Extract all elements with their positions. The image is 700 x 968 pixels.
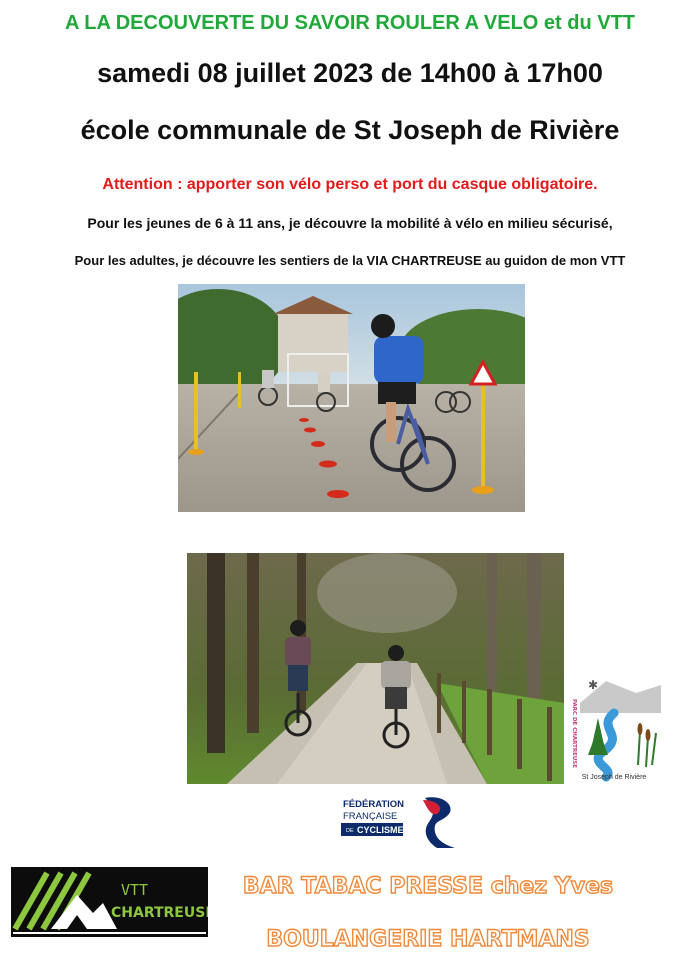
- park-chartreuse-logo: [566, 673, 663, 783]
- greenway-cycling-photo: [187, 553, 564, 784]
- schoolyard-cycling-photo: [178, 284, 525, 512]
- event-location: école communale de St Joseph de Rivière: [80, 115, 620, 145]
- ffc-logo: [337, 792, 465, 848]
- youth-description: Pour les jeunes de 6 à 11 ans, je découvre la mobilité à vélo en milieu sécurisé,: [87, 215, 613, 231]
- sponsor-bar-tabac: BAR TABAC PRESSE chez Yves: [242, 874, 614, 899]
- sponsor-boulangerie: BOULANGERIE HARTMANS: [266, 927, 590, 952]
- svg-text:✱: ✱: [588, 678, 599, 692]
- park-town-text: St Joseph de Rivière: [581, 774, 647, 781]
- vtt-chartreuse-logo: [11, 867, 208, 937]
- ffc-cyclisme-text: CYCLISME: [357, 825, 404, 835]
- ffc-federation-text: FÉDÉRATION: [343, 799, 405, 810]
- event-date: samedi 08 juillet 2023 de 14h00 à 17h00: [97, 58, 603, 88]
- warning-notice: Attention : apporter son vélo perso et port du casque obligatoire.: [102, 176, 598, 193]
- park-vertical-text: PARC DE CHARTREUSE: [571, 699, 577, 769]
- ffc-francaise-text: FRANÇAISE: [343, 811, 398, 822]
- vtt-text: VTT: [121, 881, 149, 899]
- adults-description: Pour les adultes, je découvre les sentiers de la VIA CHARTREUSE au guidon de mon VTT: [74, 253, 626, 268]
- flyer-title: A LA DECOUVERTE DU SAVOIR ROULER A VELO et du VTT: [64, 12, 636, 34]
- ffc-de-text: DE: [346, 828, 354, 834]
- chartreuse-text: CHARTREUSE: [111, 905, 208, 921]
